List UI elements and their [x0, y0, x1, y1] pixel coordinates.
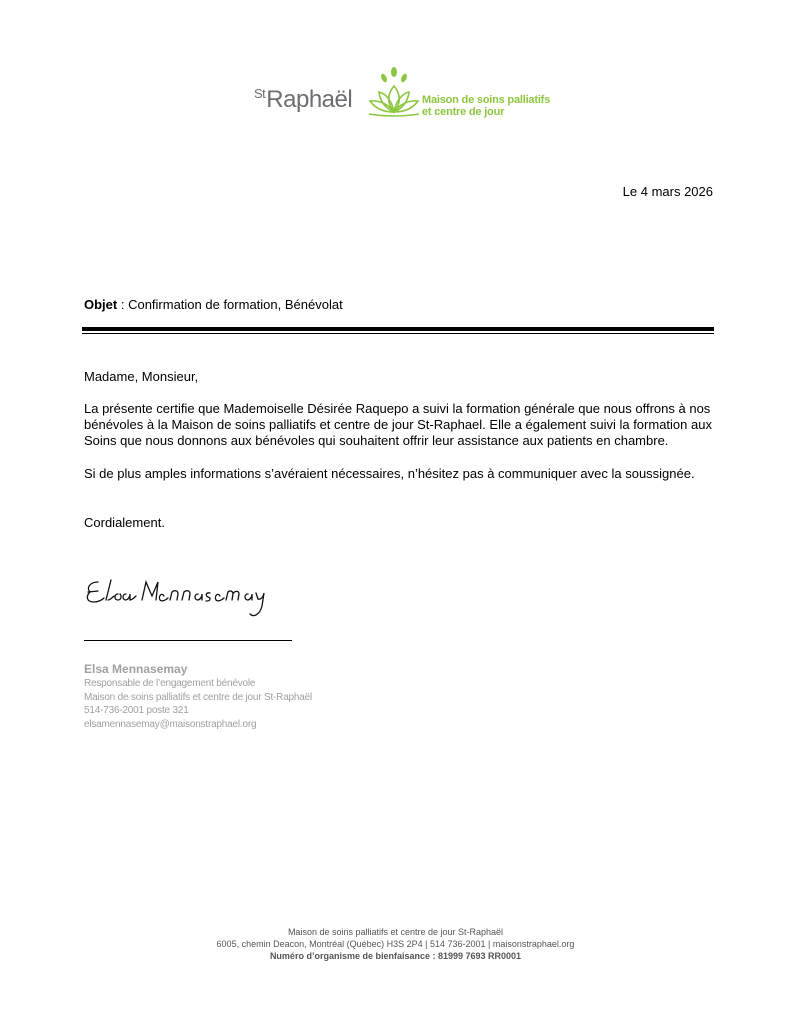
logo-tagline: [422, 94, 550, 118]
logo-wordmark: [254, 86, 352, 114]
subject-label: Objet: [84, 297, 118, 312]
divider-thin: [82, 333, 714, 334]
divider-thick: [82, 327, 714, 331]
body-paragraph-2: Si de plus amples informations s’avéraient nécessaires, n’hésitez pas à communiquer avec la soussignée.: [84, 466, 695, 481]
letter-date: Le 4 mars 2026: [622, 184, 713, 199]
closing: Cordialement.: [84, 515, 165, 530]
subject-line: [84, 297, 343, 312]
footer-line-1: Maison de soins palliatifs et centre de jour St-Raphaël: [287, 927, 504, 937]
footer-line-2: 6005, chemin Deacon, Montréal (Québec) H3S 2P4 | 514 736-2001 | maisonstraphael.org: [216, 939, 575, 949]
salutation: Madame, Monsieur,: [84, 369, 199, 384]
signature-line: [84, 640, 292, 641]
handwritten-signature: [84, 574, 274, 620]
body-paragraph-1: La présente certifie que Mademoiselle Désirée Raquepo a suivi la formation générale que nous offrons à nos bénévoles à la Maison de soins palliatifs et centre de jour St-Raphael. Elle a également suivi la formation aux Soins que nous donnons aux bénévoles qui souhaitent offrir leur assistance aux patients en chambre.: [84, 401, 712, 448]
signatory-organization: Maison de soins palliatifs et centre de jour St-Raphaël: [84, 692, 313, 703]
signatory-email: elsamennasemay@maisonstraphael.org: [84, 719, 257, 730]
logo-st: St: [254, 86, 266, 101]
tagline-line2: et centre de jour: [422, 106, 505, 118]
lotus-logo-icon: [365, 66, 423, 120]
tagline-line1: Maison de soins palliatifs: [422, 94, 551, 106]
signatory-name: Elsa Mennasemay: [84, 662, 188, 676]
signatory-title: Responsable de l’engagement bénévole: [84, 678, 256, 689]
logo-name: Raphaël: [266, 86, 353, 113]
subject-text: : Confirmation de formation, Bénévolat: [117, 297, 343, 312]
signatory-phone: 514-736-2001 poste 321: [84, 705, 189, 716]
footer-line-3: Numéro d’organisme de bienfaisance : 81999 7693 RR0001: [269, 951, 522, 961]
